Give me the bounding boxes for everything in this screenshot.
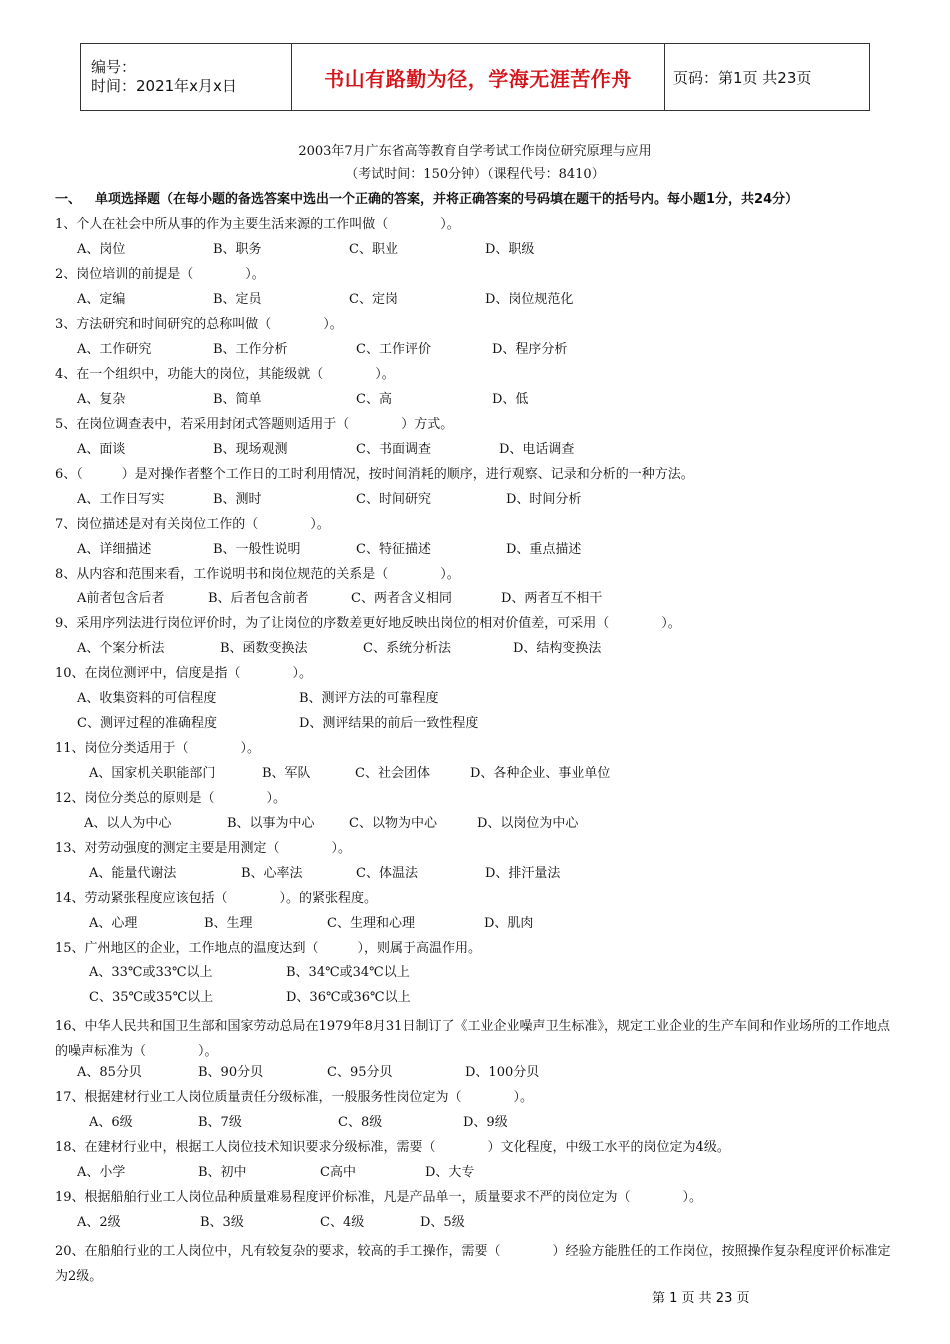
option-a: A、33℃或33℃以上 [89, 965, 213, 980]
option-d: D、两者互不相干 [501, 591, 603, 606]
option-a: A、85分贝 [77, 1065, 142, 1080]
section-number: 一、 [55, 192, 82, 207]
option-d: D、各种企业、事业单位 [470, 766, 611, 781]
option-c: C、工作评价 [356, 342, 431, 357]
option-c: C、定岗 [349, 292, 398, 307]
option-d: D、36℃或36℃以上 [286, 990, 411, 1005]
option-b: B、34℃或34℃以上 [286, 965, 410, 980]
option-b: B、90分贝 [198, 1065, 264, 1080]
option-d: D、肌肉 [484, 916, 534, 931]
option-c: C、系统分析法 [363, 641, 451, 656]
option-c: C、体温法 [356, 866, 418, 881]
option-d: D、低 [492, 392, 529, 407]
option-a: A、个案分析法 [77, 641, 165, 656]
option-a: A、收集资料的可信程度 [77, 691, 217, 706]
option-a: A、定编 [77, 292, 126, 307]
option-c: C、95分贝 [327, 1065, 393, 1080]
option-a: A、面谈 [77, 442, 126, 457]
option-c: C、8级 [338, 1115, 383, 1130]
option-c: C、4级 [320, 1215, 365, 1230]
option-a: A前者包含后者 [77, 591, 165, 606]
question-stem: 10、在岗位测评中，信度是指（ ）。 [55, 666, 313, 681]
option-c: C、书面调查 [356, 442, 431, 457]
option-c: C、生理和心理 [327, 916, 415, 931]
option-b: B、以事为中心 [227, 816, 315, 831]
option-b: B、测时 [213, 492, 262, 507]
question-stem: 7、岗位描述是对有关岗位工作的（ ）。 [55, 517, 330, 532]
question-stem: 5、在岗位调查表中，若采用封闭式答题则适用于（ ）方式。 [55, 417, 454, 432]
option-d: D、大专 [425, 1165, 475, 1180]
question-stem: 8、从内容和范围来看，工作说明书和岗位规范的关系是（ ）。 [55, 567, 460, 582]
option-b: B、初中 [198, 1165, 247, 1180]
option-d: D、排汗量法 [485, 866, 561, 881]
option-a: A、工作日写实 [77, 492, 165, 507]
option-c: C、职业 [349, 242, 398, 257]
option-a: A、国家机关职能部门 [89, 766, 216, 781]
option-b: B、心率法 [241, 866, 303, 881]
option-a: A、详细描述 [77, 542, 152, 557]
option-a: A、小学 [77, 1165, 126, 1180]
question-stem: 15、广州地区的企业，工作地点的温度达到（ ），则属于高温作用。 [55, 941, 482, 956]
page-footer: 第 1 页 共 23 页 [652, 1291, 750, 1306]
option-a: A、能量代谢法 [89, 866, 177, 881]
option-d: D、重点描述 [506, 542, 582, 557]
document-title: 2003年7月广东省高等教育自学考试工作岗位研究原理与应用 [298, 144, 652, 159]
question-stem: 4、在一个组织中，功能大的岗位，其能级就（ ）。 [55, 367, 395, 382]
question-stem: 6、（ ）是对操作者整个工作日的工时利用情况，按时间消耗的顺序，进行观察、记录和分析的一种方法。 [55, 467, 694, 482]
option-c: C、高 [356, 392, 392, 407]
question-stem: 9、采用序列法进行岗位评价时，为了让岗位的序数差更好地反映出岗位的相对价值差，可采用（ ）。 [55, 616, 681, 631]
question-stem: 18、在建材行业中，根据工人岗位技术知识要求分级标准，需要（ ）文化程度，中级工水平的岗位定为4级。 [55, 1140, 730, 1155]
option-d: D、5级 [420, 1215, 465, 1230]
option-d: D、结构变换法 [513, 641, 602, 656]
question-stem: 20、在船舶行业的工人岗位中，凡有较复杂的要求，较高的手工操作，需要（ ）经验方能胜任的工作岗位，按照操作复杂程度评价标准定为2级。 [55, 1244, 891, 1284]
page-info: 页码：第1页 共23页 [665, 44, 870, 111]
question-stem: 17、根据建材行业工人岗位质量责任分级标准，一般服务性岗位定为（ ）。 [55, 1090, 534, 1105]
option-b: B、现场观测 [213, 442, 288, 457]
option-d: D、职级 [485, 242, 535, 257]
option-b: B、一般性说明 [213, 542, 301, 557]
question-stem: 16、中华人民共和国卫生部和国家劳动总局在1979年8月31日制订了《工业企业噪声卫生标准》，规定工业企业的生产车间和作业场所的工作地点的噪声标准为（ ）。 [55, 1019, 890, 1059]
question-stem: 13、对劳动强度的测定主要是用测定（ ）。 [55, 841, 352, 856]
option-a: A、以人为中心 [84, 816, 172, 831]
option-c: C、测评过程的准确程度 [77, 716, 217, 731]
option-b: B、工作分析 [213, 342, 288, 357]
option-b: B、后者包含前者 [208, 591, 309, 606]
option-a: A、工作研究 [77, 342, 152, 357]
option-a: A、心理 [89, 916, 138, 931]
option-b: B、生理 [204, 916, 253, 931]
question-stem: 1、个人在社会中所从事的作为主要生活来源的工作叫做（ ）。 [55, 217, 460, 232]
question-stem: 2、岗位培训的前提是（ ）。 [55, 267, 265, 282]
option-c: C、时间研究 [356, 492, 431, 507]
option-c: C、特征描述 [356, 542, 431, 557]
option-c: C、社会团体 [355, 766, 430, 781]
question-stem: 19、根据船舶行业工人岗位品种质量难易程度评价标准，凡是产品单一，质量要求不严的岗位定为（ ）。 [55, 1190, 703, 1205]
option-c: C、以物为中心 [349, 816, 437, 831]
question-stem: 3、方法研究和时间研究的总称叫做（ ）。 [55, 317, 343, 332]
question-stem: 11、岗位分类适用于（ ）。 [55, 741, 261, 756]
time-label: 时间：2021年x月x日 [91, 77, 237, 95]
option-d: D、时间分析 [506, 492, 582, 507]
option-c: C高中 [320, 1165, 356, 1180]
option-b: B、军队 [262, 766, 311, 781]
option-b: B、职务 [213, 242, 262, 257]
option-b: B、7级 [198, 1115, 242, 1130]
question-stem: 12、岗位分类总的原则是（ ）。 [55, 791, 287, 806]
option-c: C、35℃或35℃以上 [89, 990, 214, 1005]
option-a: A、6级 [89, 1115, 133, 1130]
option-d: D、测评结果的前后一致性程度 [299, 716, 479, 731]
option-c: C、两者含义相同 [351, 591, 452, 606]
option-a: A、岗位 [77, 242, 126, 257]
slogan: 书山有路勤为径，学海无涯苦作舟 [292, 44, 665, 111]
option-b: B、函数变换法 [220, 641, 308, 656]
option-b: B、3级 [200, 1215, 244, 1230]
option-a: A、2级 [77, 1215, 121, 1230]
option-d: D、9级 [463, 1115, 508, 1130]
option-b: B、简单 [213, 392, 262, 407]
option-d: D、100分贝 [465, 1065, 540, 1080]
option-d: D、电话调查 [499, 442, 575, 457]
number-label: 编号： [91, 58, 137, 76]
document-subtitle: （考试时间：150分钟）（课程代号：8410） [345, 167, 605, 182]
question-stem: 14、劳动紧张程度应该包括（ ）。的紧张程度。 [55, 891, 378, 906]
option-d: D、岗位规范化 [485, 292, 574, 307]
option-b: B、定员 [213, 292, 262, 307]
option-a: A、复杂 [77, 392, 126, 407]
option-b: B、测评方法的可靠程度 [299, 691, 439, 706]
option-d: D、以岗位为中心 [477, 816, 579, 831]
section-title: 单项选择题（在每小题的备选答案中选出一个正确的答案，并将正确答案的号码填在题干的括号内。每小题1分，共24分） [95, 192, 799, 207]
option-d: D、程序分析 [492, 342, 568, 357]
